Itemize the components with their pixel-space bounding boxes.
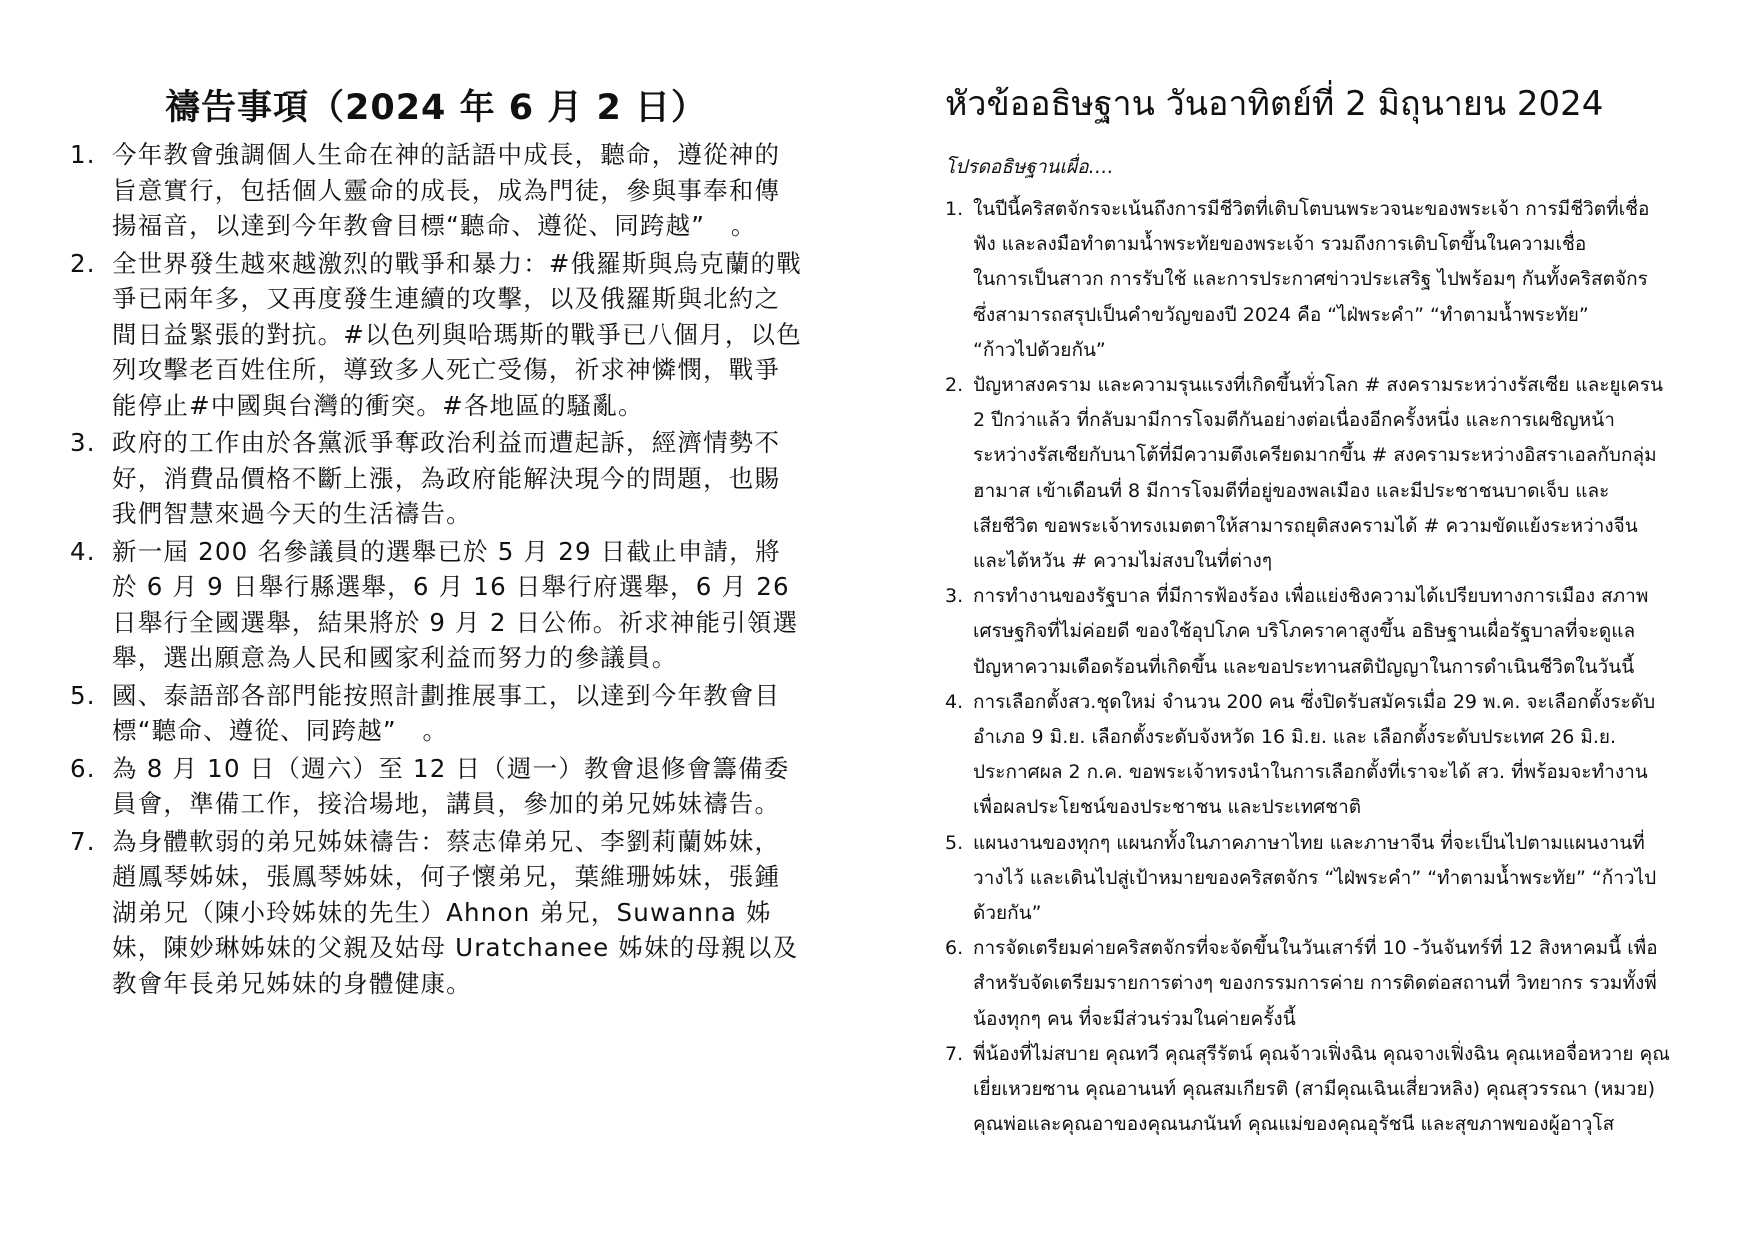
thai-title: หัวข้ออธิษฐาน วันอาทิตย์ที่ 2 มิถุนายน 2024 — [945, 84, 1604, 124]
item-number: 1. — [70, 140, 96, 169]
thai-prayer-item — [945, 1037, 1685, 1143]
item-text: 國、泰語部各部門能按照計劃推展事工，以達到今年教會目標“聽命、遵從、同跨越” 。 — [112, 680, 781, 745]
item-line: สำหรับจัดเตรียมรายการต่างๆ ของกรรมการค่าย การติดต่อสถานที่ วิทยากร รวมทั้งพี่ — [973, 972, 1657, 995]
item-line: ซึ่งสามารถสรุปเป็นคำขวัญของปี 2024 คือ “ไฝ่พระคำ” “ทำตามน้ำพระทัย” — [973, 303, 1589, 326]
item-line: ในปีนี้คริสตจักรจะเน้นถึงการมีชีวิตที่เติบโตบนพระวจนะของพระเจ้า การมีชีวิตที่เชื่อ — [973, 198, 1650, 220]
item-number: 3. — [945, 585, 964, 608]
item-line: ในการเป็นสาวก การรับใช้ และการประกาศข่าวประเสริฐ ไปพร้อมๆ กันทั้งคริสตจักร — [973, 268, 1648, 291]
chinese-prayer-item — [70, 678, 815, 749]
item-text: 為 8 月 10 日（週六）至 12 日（週一）教會退修會籌備委員會，準備工作，接洽場地，講員，參加的弟兄姊妹禱告。 — [112, 753, 790, 818]
item-number: 4. — [70, 536, 96, 566]
item-number: 2. — [945, 374, 964, 397]
item-line: และไต้หวัน # ความไม่สงบในที่ต่างๆ — [973, 550, 1273, 573]
item-line: การเลือกตั้งสว.ชุดใหม่ จำนวน 200 คน ซึ่งปิดรับสมัครเมื่อ 29 พ.ค. จะเลือกตั้งระดับ — [973, 690, 1656, 713]
item-text — [973, 368, 1685, 579]
chinese-prayer-item — [70, 137, 815, 244]
item-number: 7. — [945, 1042, 964, 1065]
item-line: ฟัง และลงมือทำตามน้ำพระทัยของพระเจ้า รวมถึงการเติบโตขึ้นในความเชื่อ — [973, 233, 1587, 256]
item-line: เศรษฐกิจที่ไม่ค่อยดี ของใช้อุปโภค บริโภคราคาสูงขึ้น อธิษฐานเผื่อรัฐบาลที่จะดูแล — [973, 620, 1636, 643]
item-number: 1. — [945, 198, 964, 220]
thai-intro: โปรดอธิษฐานเผื่อ…. — [945, 156, 1114, 178]
item-number: 4. — [945, 690, 964, 713]
chinese-prayer-item — [70, 246, 815, 424]
item-text: 全世界發生越來越激烈的戰爭和暴力：#俄羅斯與烏克蘭的戰爭已兩年多，又再度發生連續的攻擊，以及俄羅斯與北約之間日益緊張的對抗。#以色列與哈瑪斯的戰爭已八個月，以色列攻擊老百姓住所，導致多人死亡受傷，祈求神憐憫，戰爭能停止#中國與台灣的衝突。#各地區的騷亂。 — [112, 248, 802, 420]
item-line: การจัดเตรียมค่ายคริสตจักรที่จะจัดขึ้นในวันเสาร์ที่ 10 -วันจันทร์ที่ 12 สิงหาคมนี้ เพื่อ — [973, 937, 1658, 960]
thai-prayer-item — [945, 579, 1685, 685]
thai-prayer-item — [945, 368, 1685, 579]
item-text: 政府的工作由於各黨派爭奪政治利益而遭起訴，經濟情勢不好，消費品價格不斷上漲，為政府能解決現今的問題，也賜我們智慧來過今天的生活禱告。 — [112, 428, 781, 528]
item-line: เพื่อผลประโยชน์ของประชาชน และประเทศชาติ — [973, 796, 1362, 819]
chinese-prayer-item — [70, 751, 815, 822]
item-number: 3. — [70, 428, 96, 457]
chinese-prayer-item — [70, 534, 815, 676]
item-text — [973, 192, 1685, 368]
item-line: ปัญหาสงคราม และความรุนแรงที่เกิดขึ้นทั่วโลก # สงครามระหว่างรัสเซีย และยูเครน — [973, 374, 1663, 397]
item-text — [973, 1037, 1685, 1143]
thai-prayer-item — [945, 931, 1685, 1037]
item-line: ประกาศผล 2 ก.ค. ขอพระเจ้าทรงนำในการเลือกตั้งที่เราจะได้ สว. ที่พร้อมจะทำงาน — [973, 761, 1648, 784]
item-text: 今年教會強調個人生命在神的話語中成長，聽命，遵從神的旨意實行，包括個人靈命的成長，成為門徒，參與事奉和傳揚福音，以達到今年教會目標“聽命、遵從、同跨越” 。 — [112, 140, 781, 240]
item-line: การทำงานของรัฐบาล ที่มีการฟ้องร้อง เพื่อแย่งชิงความได้เปรียบทางการเมือง สภาพ — [973, 585, 1649, 608]
item-line: ฮามาส เข้าเดือนที่ 8 มีการโจมตีที่อยู่ของพลเมือง และมีประชาชนบาดเจ็บ และ — [973, 479, 1610, 502]
item-number: 5. — [945, 831, 964, 854]
item-number: 6. — [70, 753, 96, 783]
chinese-prayer-item — [70, 824, 815, 1002]
item-number: 2. — [70, 248, 96, 278]
thai-prayer-item — [945, 685, 1685, 826]
thai-prayer-list — [945, 192, 1685, 1142]
item-number: 6. — [945, 937, 964, 960]
item-line: วางไว้ และเดินไปสู่เป้าหมายของคริสตจักร “ไฝ่พระคำ” “ทำตามน้ำพระทัย” “ก้าวไป — [973, 866, 1657, 889]
item-line: แผนงานของทุกๆ แผนกทั้งในภาคภาษาไทย และภาษาจีน ที่จะเป็นไปตามแผนงานที่ — [973, 831, 1645, 854]
item-text — [973, 579, 1685, 685]
item-line: เสียชีวิต ขอพระเจ้าทรงเมตตาให้สามารถยุติสงครามได้ # ความขัดแย้งระหว่างจีน — [973, 514, 1638, 537]
item-line: ปัญหาความเดือดร้อนที่เกิดขึ้น และขอประทานสติปัญญาในการดำเนินชีวิตในวันนี้ — [973, 655, 1635, 678]
chinese-prayer-list — [70, 137, 815, 1003]
item-line: พี่น้องที่ไม่สบาย คุณทวี คุณสุรีรัตน์ คุณจ้าวเฟิ่งฉิน คุณจางเฟิ่งฉิน คุณเหอจื่อหวาย คุณ — [973, 1042, 1670, 1065]
item-line: อำเภอ 9 มิ.ย. เลือกตั้งระดับจังหวัด 16 มิ.ย. และ เลือกตั้งระดับประเทศ 26 มิ.ย. — [973, 726, 1617, 749]
thai-prayer-item — [945, 826, 1685, 932]
item-line: ระหว่างรัสเซียกับนาโต้ที่มีความตึงเครียดมากขึ้น # สงครามระหว่างอิสราเอลกับกลุ่ม — [973, 444, 1657, 467]
thai-prayer-item — [945, 192, 1685, 368]
item-line: 2 ปีกว่าแล้ว ที่กลับมามีการโจมตีกันอย่างต่อเนื่องอีกครั้งหนึ่ง และการเผชิญหน้า — [973, 409, 1615, 432]
item-line: “ก้าวไปด้วยกัน” — [973, 338, 1106, 361]
item-text: 為身體軟弱的弟兄姊妹禱告：蔡志偉弟兄、李劉莉蘭姊妹，趙鳳琴姊妹，張鳳琴姊妹，何子懷弟兄，葉維珊姊妹，張鍾湖弟兄（陳小玲姊妹的先生）Ahnon 弟兄，Suwanna 姊妹，陳妙琳姊妹的父親及姑母 Uratchanee 姊妹的母親以及教會年長弟兄姊妹的身體健康。 — [112, 826, 799, 998]
item-number: 5. — [70, 680, 96, 710]
chinese-prayer-item — [70, 425, 815, 532]
chinese-title: 禱告事項（2024 年 6 月 2 日） — [165, 88, 708, 128]
item-text — [973, 685, 1685, 826]
item-text — [973, 931, 1685, 1037]
item-line: น้องทุกๆ คน ที่จะมีส่วนร่วมในค่ายครั้งนี้ — [973, 1007, 1296, 1030]
item-text: 新一屆 200 名參議員的選舉已於 5 月 29 日截止申請，將於 6 月 9 日舉行縣選舉，6 月 16 日舉行府選舉，6 月 26 日舉行全國選舉，結果將於 9 月 2 日公佈。祈求神能引領選舉，選出願意為人民和國家利益而努力的參議員。 — [112, 536, 799, 672]
item-line: คุณพ่อและคุณอาของคุณนภนันท์ คุณแม่ของคุณอุรัชนี และสุขภาพของผู้อาวุโส — [973, 1113, 1615, 1136]
item-line: ด้วยกัน” — [973, 902, 1042, 925]
item-text — [973, 826, 1685, 932]
item-number: 7. — [70, 826, 96, 856]
item-line: เยี่ยเหวยซาน คุณอานนท์ คุณสมเกียรติ (สามีคุณเฉินเสี่ยวหลิง) คุณสุวรรณา (หมวย) — [973, 1078, 1656, 1101]
